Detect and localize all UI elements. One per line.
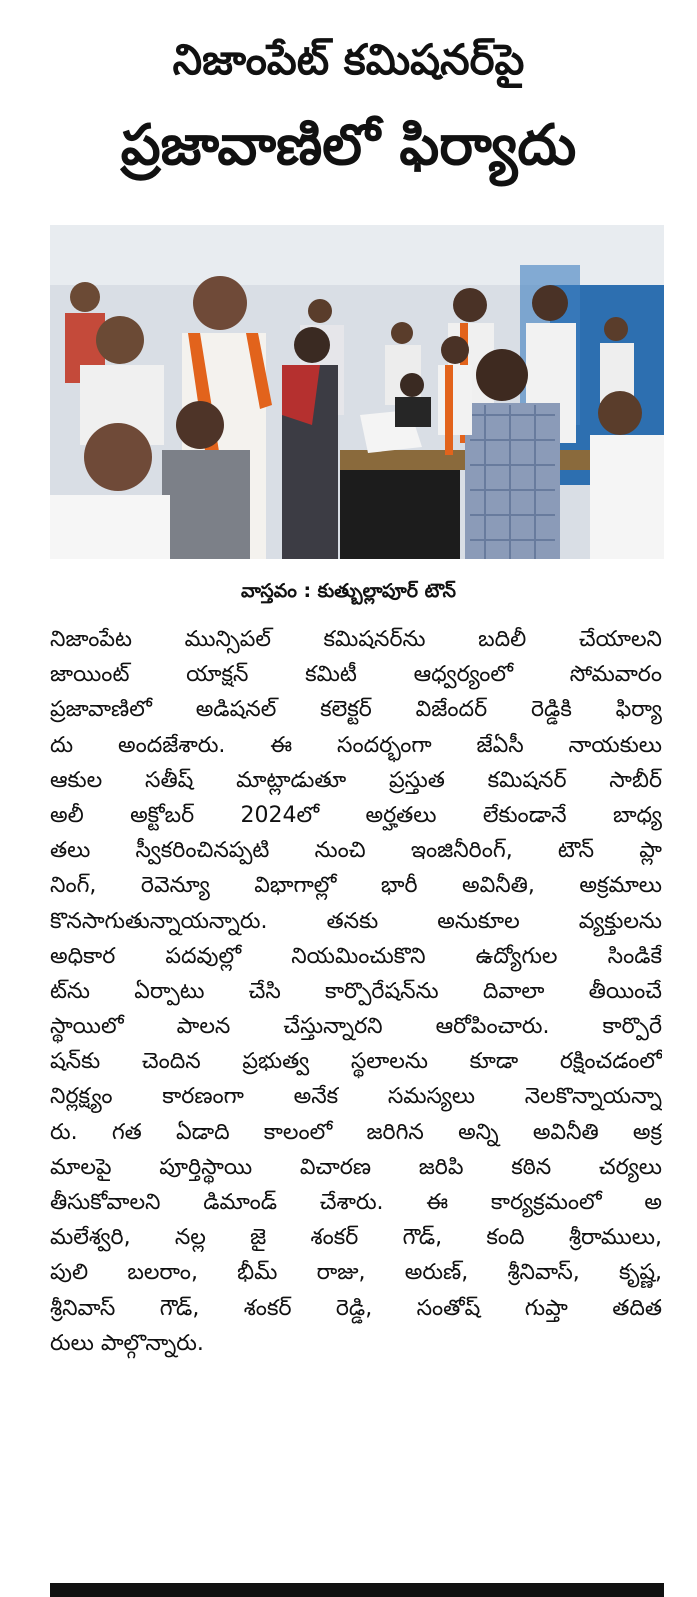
- article-line: దు అందజేశారు. ఈ సందర్భంగా జేఏసీ నాయకులు: [50, 732, 662, 758]
- article-line: రు. గత ఏడాది కాలంలో జరిగిన అన్ని అవినీతి అక్ర: [50, 1119, 662, 1145]
- article-line: కొనసాగుతున్నాయన్నారు. తనకు అనుకూల వ్యక్తులను: [50, 908, 662, 934]
- article-line: అలీ అక్టోబర్ 2024లో అర్హతలు లేకుండానే బాధ్య: [50, 802, 662, 828]
- article-line: అధికార పదవుల్లో నియమించుకొని ఉద్యోగుల సిండికే: [50, 943, 662, 969]
- article-line: మాలపై పూర్తిస్థాయి విచారణ జరిపి కఠిన చర్యలు: [50, 1154, 662, 1180]
- article-line: షన్‌కు చెందిన ప్రభుత్వ స్థలాలను కూడా రక్షించడంలో: [50, 1049, 662, 1075]
- headline-line-1: నిజాంపేట్ కమిషనర్‌పై: [172, 35, 525, 84]
- article-line: తీసుకోవాలని డిమాండ్ చేశారు. ఈ కార్యక్రమంలో అ: [50, 1190, 662, 1215]
- article-line: ట్‌ను ఏర్పాటు చేసి కార్పొరేషన్‌ను దివాలా తీయించే: [50, 978, 662, 1004]
- news-photo: [50, 225, 664, 559]
- article-line: నిర్లక్ష్యం కారణంగా అనేక సమస్యలు నెలకొన్నాయన్నా: [50, 1084, 662, 1110]
- article-line: ప్రజావాణిలో అడిషనల్ కలెక్టర్ విజేందర్ రెడ్డికి ఫిర్యా: [50, 697, 662, 723]
- article-line: పులి బలరాం, భీమ్ రాజు, అరుణ్, శ్రీనివాస్, కృష్ణ,: [50, 1260, 662, 1286]
- article-line: నింగ్, రెవెన్యూ విభాగాల్లో భారీ అవినీతి, అక్రమాలు: [50, 873, 662, 899]
- bottom-rule: [50, 1583, 664, 1597]
- article-line: జాయింట్ యాక్షన్ కమిటీ ఆధ్వర్యంలో సోమవారం: [50, 662, 662, 688]
- article-line: మలేశ్వరి, నల్ల జై శంకర్ గౌడ్, కంది శ్రీరాములు,: [50, 1225, 662, 1251]
- article-line: తలు స్వీకరించినప్పటి నుంచి ఇంజినీరింగ్, టౌన్ ప్లా: [50, 838, 662, 864]
- headline-line-2: ప్రజావాణిలో ఫిర్యాదు: [120, 113, 577, 178]
- photo-caption: వాస్తవం : కుత్బుల్లాపూర్ టౌన్: [241, 580, 456, 602]
- article-line: ఆకుల సతీష్ మాట్లాడుతూ ప్రస్తుత కమిషనర్ సాబీర్: [50, 767, 662, 793]
- article-body: [50, 622, 662, 1361]
- news-photo-illustration: [50, 225, 664, 559]
- article-line: నిజాంపేట మున్సిపల్ కమిషనర్‌ను బదిలీ చేయాలని: [50, 627, 662, 652]
- article-line: శ్రీనివాస్ గౌడ్, శంకర్ రెడ్డి, సంతోష్ గుప్తా తదిత: [50, 1295, 662, 1321]
- article-line: స్థాయిలో పాలన చేస్తున్నారని ఆరోపించారు. కార్పొరే: [50, 1014, 662, 1040]
- article-line: రులు పాల్గొన్నారు.: [50, 1330, 204, 1356]
